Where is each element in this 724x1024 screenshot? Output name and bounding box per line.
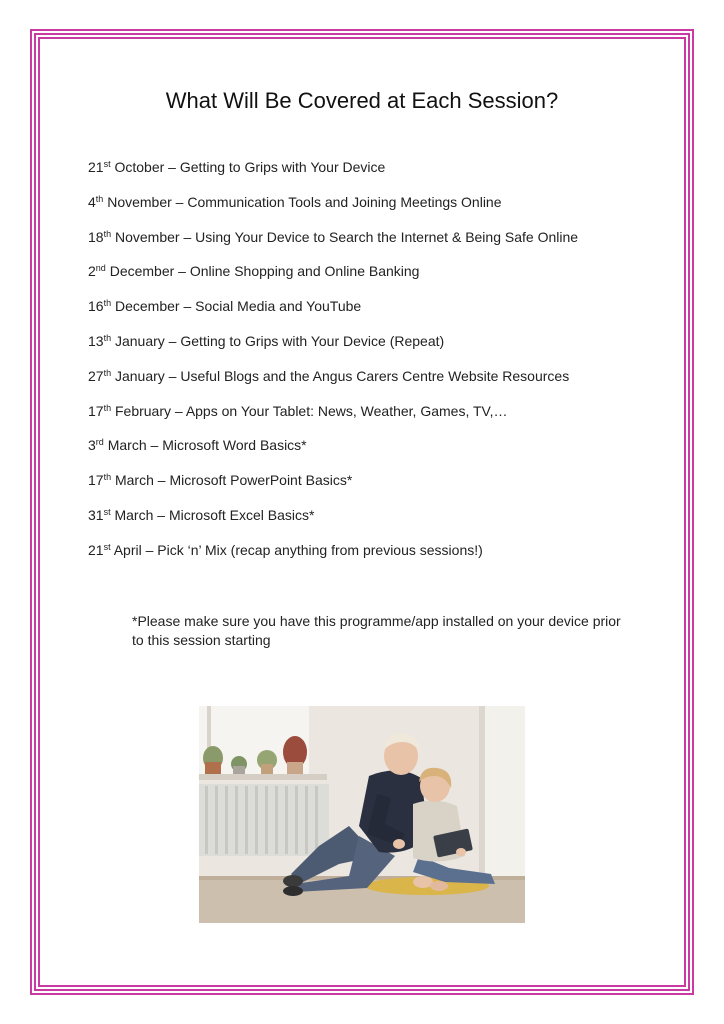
session-item [88,158,678,193]
session-day-suffix: th [95,193,104,204]
session-separator: – [141,541,158,558]
session-topic: Apps on Your Tablet: News, Weather, Games, TV,… [185,402,508,419]
session-day-suffix: th [103,472,112,483]
session-list [88,158,678,576]
photo-grandfather-child-tablet [199,706,525,923]
session-topic: Communication Tools and Joining Meetings Online [187,193,502,210]
session-month: March [103,437,147,454]
session-item [88,297,678,332]
session-separator: – [179,228,196,245]
session-topic: Microsoft PowerPoint Basics* [169,472,353,489]
session-topic: Microsoft Excel Basics* [168,506,315,523]
session-item [88,193,678,228]
session-month: April [110,541,142,558]
session-day: 21 [88,159,104,175]
session-day-suffix: th [103,332,112,343]
session-item [88,332,678,367]
session-separator: – [171,402,186,419]
page-title: What Will Be Covered at Each Session? [165,88,559,113]
session-day: 17 [88,472,104,489]
session-month: December [105,263,175,280]
session-day: 2 [88,263,96,280]
session-day: 16 [88,298,104,315]
session-day: 17 [88,402,104,419]
session-month: January [111,367,165,384]
session-item [88,541,678,576]
session-day: 18 [88,228,104,245]
session-topic: Microsoft Word Basics* [162,437,307,454]
session-separator: – [153,506,169,523]
session-month: October [110,159,165,175]
session-separator: – [174,263,190,280]
session-topic: Getting to Grips with Your Device [179,159,386,175]
session-day-suffix: st [103,159,111,169]
session-month: November [111,228,180,245]
session-month: November [103,193,172,210]
session-topic: Using Your Device to Search the Internet & Being Safe Online [195,228,579,245]
session-month: March [111,472,154,489]
session-day-suffix: nd [95,263,106,274]
session-day: 4 [88,193,96,210]
session-month: January [111,332,165,349]
session-month: February [111,402,172,419]
session-topic: Getting to Grips with Your Device (Repeat) [180,332,445,349]
session-day: 31 [88,506,104,523]
session-separator: – [179,298,196,315]
session-day-suffix: rd [95,437,104,448]
session-day-suffix: th [103,367,112,378]
session-item [88,436,678,471]
session-day-suffix: th [103,298,112,309]
session-month: March [110,506,154,523]
session-separator: – [164,367,181,384]
session-item [88,262,678,297]
session-day-suffix: th [103,228,112,239]
photo-illustration [199,706,525,923]
session-item [88,402,678,437]
session-day-suffix: th [103,402,112,413]
session-separator: – [153,472,170,489]
session-separator: – [146,437,163,454]
session-day-suffix: st [103,506,111,517]
session-item [88,471,678,506]
session-topic: Pick ‘n’ Mix (recap anything from previous sessions!) [157,541,483,558]
session-day: 21 [88,541,104,558]
session-day-suffix: st [103,541,111,552]
installation-note: *Please make sure you have this programme/app installed on your device prior to this session starting [132,613,621,648]
session-separator: – [164,159,180,175]
session-month: December [111,298,180,315]
session-topic: Social Media and YouTube [195,298,362,315]
session-topic: Useful Blogs and the Angus Carers Centre Website Resources [180,367,570,384]
session-item [88,367,678,402]
session-topic: Online Shopping and Online Banking [189,263,420,280]
session-separator: – [171,193,188,210]
session-separator: – [164,332,181,349]
session-day: 3 [88,437,96,454]
session-item [88,228,678,263]
session-day: 27 [88,367,104,384]
session-day: 13 [88,332,104,349]
session-item [88,506,678,541]
